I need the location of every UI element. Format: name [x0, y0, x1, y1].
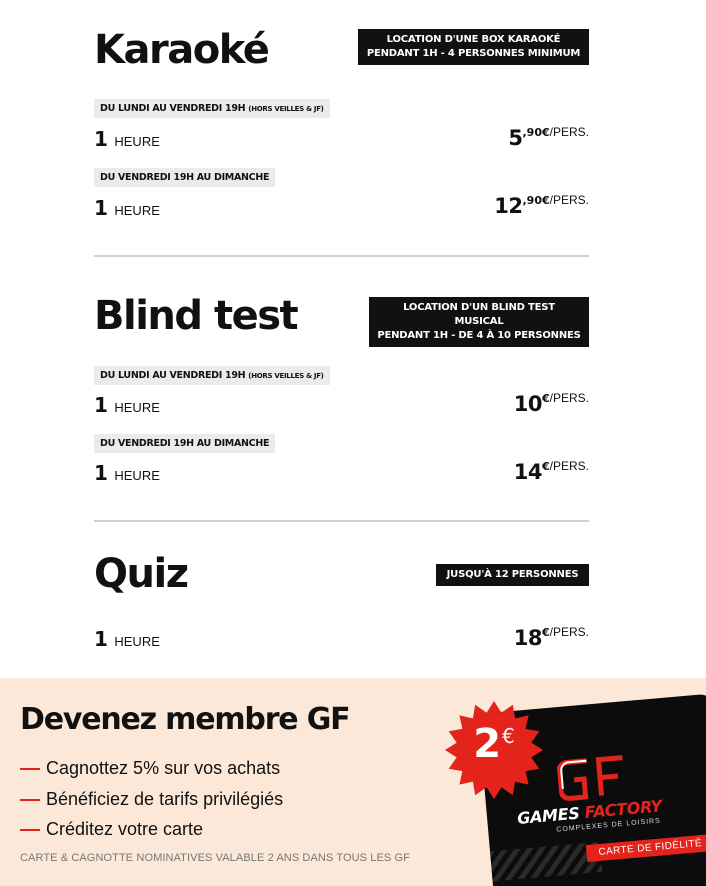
card-label: CARTE DE FIDÉLITÉ [586, 834, 706, 862]
blindtest-title: Blind test [94, 293, 298, 339]
price-per: /PERS. [549, 625, 589, 639]
price-cents: ,90€ [522, 126, 550, 139]
quiz-title: Quiz [94, 551, 188, 597]
duration-unit: HEURE [114, 400, 160, 415]
price-integer: 5 [508, 126, 523, 150]
benefit-item [20, 789, 283, 810]
blindtest-duration-weekday [94, 393, 160, 417]
quiz-duration [94, 627, 160, 651]
duration-number: 1 [94, 461, 108, 485]
quiz-info-box [436, 564, 589, 586]
dash-icon [20, 799, 40, 801]
price-cents: € [541, 392, 550, 405]
card-brand-factory: FACTORY [583, 796, 663, 823]
membership-banner [0, 678, 706, 886]
section-divider [94, 255, 589, 257]
price-cents: ,90€ [522, 194, 550, 207]
price-per: /PERS. [549, 459, 589, 473]
badge-amount [454, 721, 534, 767]
badge-value: 2 [473, 721, 502, 767]
karaoke-info-line2: PENDANT 1H - 4 PERSONNES MINIMUM [366, 48, 581, 59]
price-integer: 14 [513, 460, 542, 484]
blindtest-info-line2: PENDANT 1H - DE 4 À 10 PERSONNES [377, 330, 581, 341]
blindtest-info-box [369, 297, 589, 347]
quiz-info-line1: JUSQU'À 12 PERSONNES [446, 569, 579, 580]
benefit-text: Cagnottez 5% sur vos achats [46, 758, 281, 778]
karaoke-period-weekday [94, 99, 330, 118]
karaoke-title: Karaoké [94, 27, 269, 73]
price-integer: 10 [513, 392, 542, 416]
price-cents: € [541, 460, 550, 473]
karaoke-duration-weekend [94, 196, 160, 220]
quiz-price [514, 625, 589, 650]
duration-unit: HEURE [114, 634, 160, 649]
price-integer: 18 [513, 626, 542, 650]
period-label: DU VENDREDI 19H AU DIMANCHE [100, 438, 270, 449]
price-integer: 12 [494, 194, 523, 218]
dash-icon [20, 829, 40, 831]
duration-number: 1 [94, 196, 108, 220]
price-per: /PERS. [549, 193, 589, 207]
karaoke-price-weekend [494, 193, 589, 218]
membership-footnote: CARTE & CAGNOTTE NOMINATIVES VALABLE 2 ANS DANS TOUS LES GF [20, 852, 410, 864]
duration-unit: HEURE [114, 203, 160, 218]
period-note: (HORS VEILLES & JF) [248, 105, 324, 113]
badge-currency: € [502, 724, 515, 748]
dash-icon [20, 768, 40, 770]
price-cents: € [541, 626, 550, 639]
duration-number: 1 [94, 627, 108, 651]
period-label: DU VENDREDI 19H AU DIMANCHE [100, 172, 270, 183]
benefit-item [20, 758, 280, 779]
card-brand-games: GAMES [516, 803, 581, 828]
karaoke-info-box [358, 29, 589, 65]
blindtest-period-weekend [94, 434, 275, 453]
duration-number: 1 [94, 127, 108, 151]
duration-unit: HEURE [114, 134, 160, 149]
period-label: DU LUNDI AU VENDREDI 19H [100, 103, 246, 114]
blindtest-info-line1: LOCATION D'UN BLIND TEST MUSICAL [403, 302, 555, 327]
benefit-item [20, 819, 203, 840]
blindtest-price-weekend [514, 459, 589, 484]
gf-logo-icon [556, 753, 630, 803]
duration-number: 1 [94, 393, 108, 417]
price-per: /PERS. [549, 125, 589, 139]
card-subtitle: COMPLEXES DE LOISIRS [556, 817, 662, 834]
karaoke-price-weekday [508, 125, 589, 150]
section-divider [94, 520, 589, 522]
period-label: DU LUNDI AU VENDREDI 19H [100, 370, 246, 381]
duration-unit: HEURE [114, 468, 160, 483]
blindtest-duration-weekend [94, 461, 160, 485]
benefit-text: Créditez votre carte [46, 819, 204, 839]
karaoke-period-weekend [94, 168, 275, 187]
karaoke-info-line1: LOCATION D'UNE BOX KARAOKÉ [386, 34, 561, 45]
blindtest-period-weekday [94, 366, 330, 385]
blindtest-price-weekday [514, 391, 589, 416]
period-note: (HORS VEILLES & JF) [248, 372, 324, 380]
membership-title: Devenez membre GF [20, 702, 350, 737]
benefit-text: Bénéficiez de tarifs privilégiés [46, 789, 284, 809]
price-per: /PERS. [549, 391, 589, 405]
karaoke-duration-weekday [94, 127, 160, 151]
